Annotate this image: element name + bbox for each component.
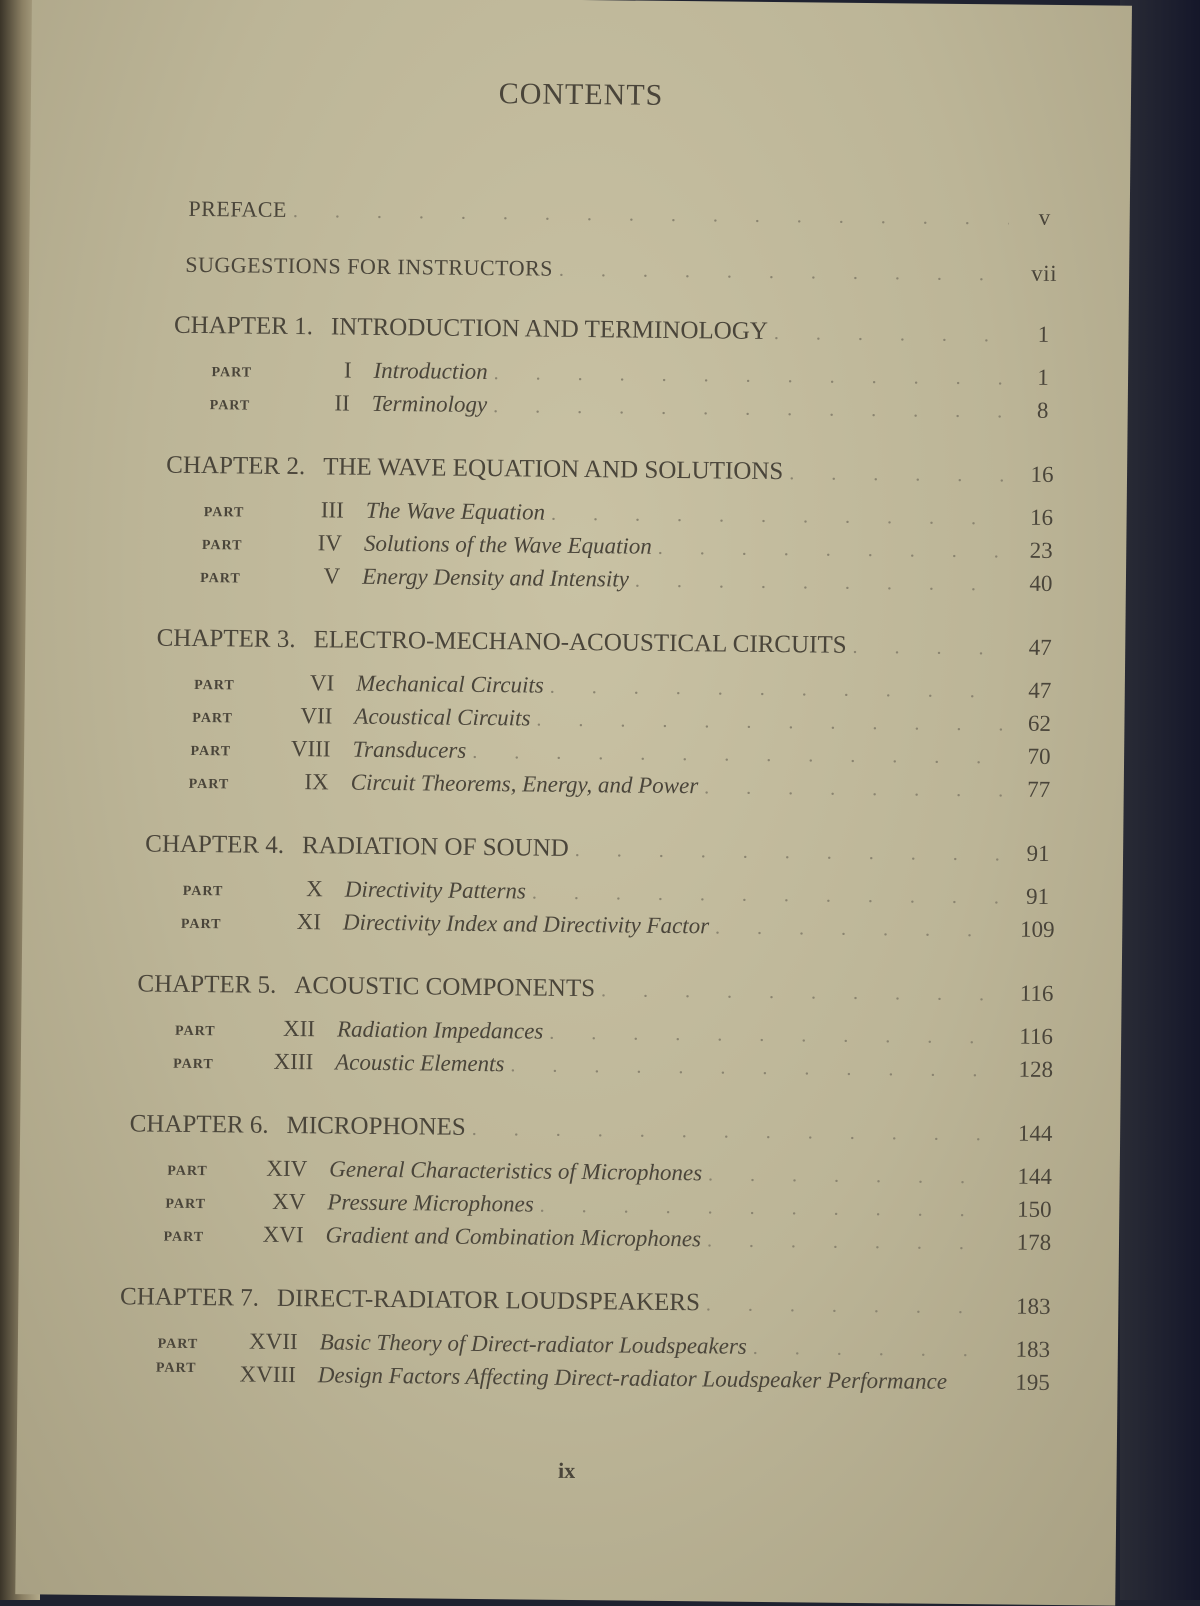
part-entry	[189, 768, 1069, 803]
dot-leader	[493, 395, 1007, 423]
dot-leader	[550, 676, 1004, 704]
part-entry	[192, 702, 1069, 737]
part-title: Mechanical Circuits	[356, 670, 544, 698]
dark-background	[1120, 0, 1200, 1600]
part-label: PART	[211, 365, 253, 381]
dot-leader	[575, 839, 1003, 866]
part-entry	[173, 1048, 1066, 1083]
part-entry	[163, 1221, 1064, 1256]
part-entry	[167, 1155, 1065, 1190]
dot-leader	[635, 570, 1005, 597]
part-label: PART	[192, 710, 234, 727]
part-entry	[190, 735, 1069, 770]
part-label: PART	[167, 1163, 208, 1180]
part-label: PART	[163, 1229, 205, 1246]
chapter-title: MICROPHONES	[286, 1111, 466, 1141]
toc-entry	[185, 252, 1074, 287]
part-numeral: XIV	[266, 1155, 308, 1182]
chapter-number: CHAPTER 2.	[166, 451, 306, 481]
dot-leader	[789, 462, 1006, 487]
part-entry	[155, 1361, 1062, 1434]
part-entry	[165, 1188, 1064, 1223]
part-page: 195	[1015, 1369, 1050, 1395]
part-entry	[200, 562, 1071, 597]
part-label: PART	[174, 1023, 216, 1040]
part-numeral: XVIII	[239, 1361, 296, 1388]
part-title: Transducers	[352, 736, 467, 763]
part-entry	[202, 529, 1072, 564]
part-label: PART	[180, 916, 222, 933]
part-label: PART	[173, 1056, 214, 1073]
table-of-contents	[15, 0, 1132, 1606]
entry-title: SUGGESTIONS FOR INSTRUCTORS	[185, 251, 554, 281]
entry-page: vii	[1031, 260, 1058, 286]
part-label: PART	[201, 538, 243, 554]
chapter-title: ELECTRO-MECHANO-ACOUSTICAL CIRCUITS	[313, 626, 847, 659]
part-title: Design Factors Affecting Direct-radiator Loudspeaker Performance	[317, 1362, 948, 1394]
part-entry	[211, 356, 1073, 391]
part-label: PART	[194, 677, 235, 694]
dot-leader	[753, 1337, 997, 1363]
part-page: 128	[1018, 1056, 1054, 1082]
part-numeral: X	[306, 876, 323, 902]
dot-leader	[852, 636, 1004, 661]
part-numeral: I	[343, 357, 352, 383]
part-page: 109	[1019, 916, 1055, 942]
part-title: The Wave Equation	[365, 497, 546, 525]
dot-leader	[551, 503, 1006, 531]
dot-leader	[532, 882, 1002, 910]
chapter-page: 16	[1030, 461, 1054, 487]
part-label: PART	[209, 398, 251, 414]
chapter-page: 183	[1015, 1293, 1051, 1319]
dot-leader	[559, 259, 1008, 287]
chapter-title: THE WAVE EQUATION AND SOLUTIONS	[323, 453, 784, 486]
dot-leader	[494, 362, 1008, 390]
part-title: Solutions of the Wave Equation	[363, 530, 653, 559]
dot-leader	[704, 776, 1003, 802]
part-numeral: VIII	[290, 735, 331, 762]
chapter-page: 144	[1017, 1120, 1053, 1146]
chapter-title: ACOUSTIC COMPONENTS	[294, 972, 596, 1003]
dot-leader	[540, 1195, 999, 1223]
chapter-page: 91	[1026, 840, 1050, 866]
part-entry	[181, 908, 1068, 943]
part-page: 62	[1027, 710, 1052, 736]
part-page: 70	[1027, 743, 1051, 769]
dot-leader	[601, 979, 1001, 1006]
part-title: Terminology	[371, 390, 488, 418]
chapter-title: DIRECT-RADIATOR LOUDSPEAKERS	[276, 1284, 701, 1317]
chapter-entry	[174, 312, 1074, 349]
part-title: General Characteristics of Microphones	[329, 1156, 703, 1186]
part-title: Directivity Index and Directivity Factor	[342, 909, 710, 939]
part-entry	[158, 1328, 1063, 1363]
part-label: PART	[200, 571, 241, 587]
part-page: 47	[1028, 677, 1052, 703]
part-title: Basic Theory of Direct-radiator Loudspeakers	[319, 1329, 747, 1359]
dot-leader	[708, 1163, 999, 1189]
chapter-title: INTRODUCTION AND TERMINOLOGY	[330, 313, 769, 345]
part-title: Pressure Microphones	[327, 1189, 534, 1217]
part-label: PART	[203, 505, 245, 521]
part-page: 1	[1037, 364, 1049, 390]
part-label: PART	[157, 1336, 199, 1353]
page-title: CONTENTS	[498, 77, 664, 112]
part-title: Directivity Patterns	[344, 876, 527, 904]
dot-leader	[774, 322, 1008, 347]
chapter-entry	[157, 625, 1071, 663]
part-page: 23	[1029, 537, 1053, 563]
chapter-entry	[137, 970, 1066, 1008]
part-numeral: XIII	[273, 1048, 314, 1075]
part-numeral: IX	[304, 769, 329, 795]
part-numeral: VI	[309, 670, 335, 696]
entry-title: PREFACE	[188, 195, 288, 222]
part-title: Radiation Impedances	[336, 1016, 544, 1044]
chapter-entry	[130, 1110, 1066, 1148]
part-page: 178	[1016, 1229, 1052, 1255]
chapter-number: CHAPTER 1.	[173, 311, 314, 341]
dot-leader	[707, 1229, 998, 1255]
part-numeral: VII	[300, 703, 333, 729]
chapter-page: 47	[1028, 634, 1052, 660]
part-label: PART	[155, 1360, 197, 1377]
part-entry	[194, 669, 1070, 704]
part-entry	[183, 875, 1068, 910]
entry-page: v	[1038, 204, 1051, 230]
part-label: PART	[190, 743, 232, 760]
dot-leader	[536, 709, 1003, 737]
part-numeral: XVI	[262, 1221, 304, 1248]
part-page: 40	[1029, 570, 1053, 596]
chapter-number: CHAPTER 3.	[156, 624, 296, 654]
part-numeral: XV	[272, 1188, 306, 1215]
part-page: 144	[1017, 1163, 1053, 1189]
part-label: PART	[182, 883, 224, 900]
part-entry	[175, 1015, 1066, 1050]
chapter-number: CHAPTER 4.	[145, 830, 285, 859]
chapter-title: RADIATION OF SOUND	[301, 832, 569, 862]
chapter-page: 116	[1019, 980, 1054, 1006]
part-title: Gradient and Combination Microphones	[325, 1222, 702, 1252]
dot-leader	[472, 741, 1003, 770]
part-entry	[204, 496, 1072, 531]
chapter-number: CHAPTER 7.	[119, 1283, 260, 1312]
part-numeral: III	[320, 497, 344, 523]
dot-leader	[658, 537, 1006, 564]
part-title: Acoustic Elements	[335, 1049, 505, 1077]
part-label: PART	[165, 1196, 207, 1213]
chapter-entry	[145, 830, 1068, 868]
part-numeral: II	[334, 390, 350, 416]
chapter-number: CHAPTER 5.	[137, 970, 277, 999]
chapter-page: 1	[1037, 321, 1050, 347]
dot-leader	[715, 916, 1001, 942]
part-page: 150	[1016, 1196, 1052, 1222]
part-title: Acoustical Circuits	[354, 703, 531, 731]
part-title: Circuit Theorems, Energy, and Power	[350, 769, 699, 799]
part-title: Introduction	[373, 357, 488, 385]
dot-leader	[706, 1293, 998, 1319]
part-numeral: XII	[282, 1015, 316, 1042]
part-page: 77	[1027, 776, 1051, 802]
dot-leader	[549, 1022, 1000, 1050]
part-numeral: V	[323, 563, 341, 589]
part-label: PART	[188, 776, 230, 793]
dot-leader	[472, 1118, 1000, 1147]
part-page: 16	[1029, 504, 1054, 530]
dot-leader	[510, 1054, 1000, 1082]
chapter-number: CHAPTER 6.	[129, 1110, 269, 1139]
dot-leader	[293, 200, 1009, 230]
part-title: Energy Density and Intensity	[362, 563, 630, 592]
chapter-entry	[166, 452, 1072, 489]
part-numeral: XI	[296, 909, 322, 935]
part-page: 8	[1036, 397, 1049, 423]
part-numeral: XVII	[248, 1328, 298, 1355]
part-page: 183	[1015, 1336, 1051, 1362]
chapter-entry	[120, 1283, 1064, 1321]
part-page: 116	[1019, 1023, 1054, 1049]
toc-entry	[188, 196, 1075, 231]
part-numeral: IV	[317, 530, 343, 556]
book-page	[15, 0, 1132, 1606]
page-number: ix	[557, 1457, 576, 1484]
part-page: 91	[1025, 883, 1050, 909]
part-entry	[210, 389, 1073, 424]
